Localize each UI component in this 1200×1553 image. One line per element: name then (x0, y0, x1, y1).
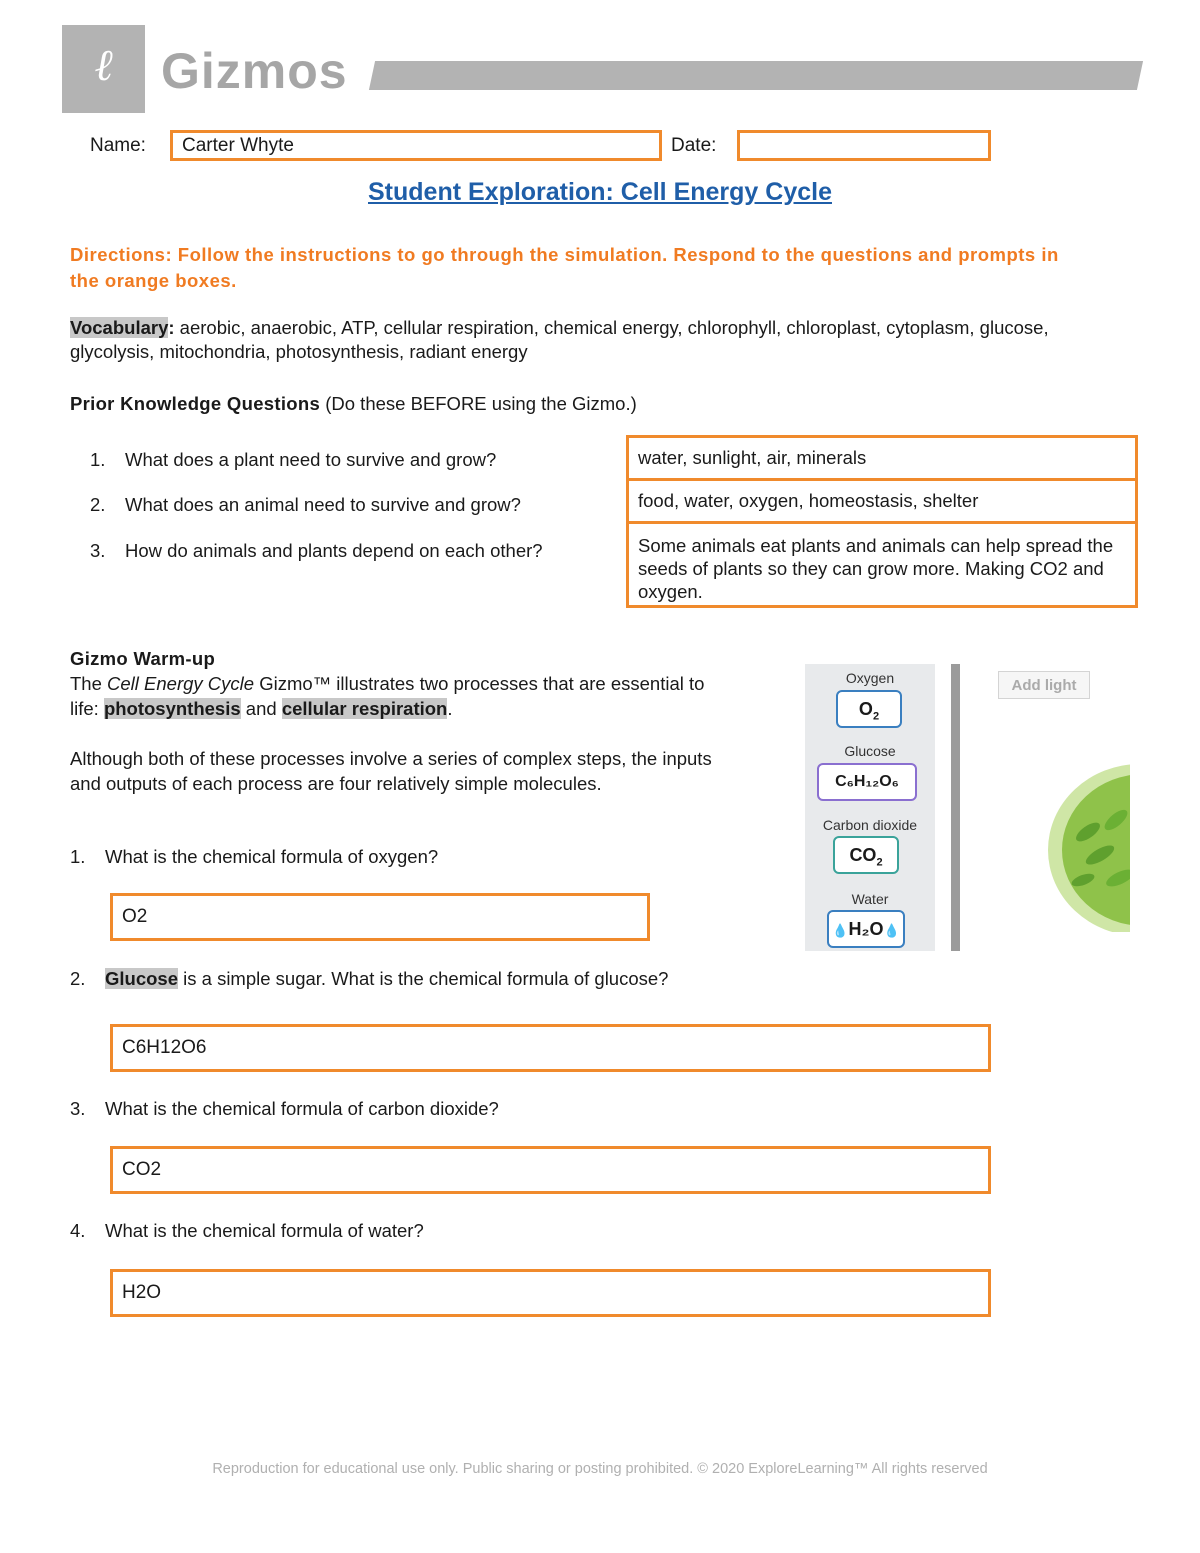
prior-knowledge-heading: Prior Knowledge Questions (70, 393, 321, 414)
page-title: Student Exploration: Cell Energy Cycle (368, 178, 832, 206)
wu-question-2-num: 2. (70, 968, 86, 989)
wu-answer-2[interactable]: C6H12O6 (110, 1024, 991, 1072)
date-label: Date: (671, 135, 717, 156)
vocabulary-terms: aerobic, anaerobic, ATP, cellular respiration, chemical energy, chlorophyll, chloroplast, cytoplasm, glucose, glycolysis, mitochondria, photosynthesis, radiant energy (70, 317, 1049, 362)
water-molecule-tile[interactable] (827, 910, 905, 948)
co2-formula-sub: 2 (876, 856, 883, 869)
molecule-label-glucose: Glucose (844, 743, 896, 759)
term-cellular-respiration: cellular respiration (281, 698, 448, 719)
brand-name: Gizmos (161, 43, 348, 99)
pk-question-2-num: 2. (90, 494, 106, 515)
warmup-p1-end: . (447, 698, 453, 719)
pk-question-3-num: 3. (90, 540, 106, 561)
warmup-p1-and: and (240, 698, 282, 719)
footer-copyright: Reproduction for educational use only. Public sharing or posting prohibited. © 2020 ExploreLearning™ All rights reserved (212, 1461, 988, 1477)
pk-question-2: What does an animal need to survive and grow? (125, 494, 521, 515)
name-field[interactable]: Carter Whyte (170, 130, 662, 161)
wu-question-1: What is the chemical formula of oxygen? (105, 846, 439, 867)
pk-question-3: How do animals and plants depend on each other? (125, 540, 543, 561)
molecule-label-water: Water (851, 891, 889, 907)
date-field[interactable] (737, 130, 991, 161)
warmup-heading: Gizmo Warm-up (70, 648, 216, 669)
water-formula: H₂O (848, 919, 884, 939)
pk-question-1: What does a plant need to survive and grow? (125, 449, 497, 470)
name-label: Name: (90, 135, 146, 156)
vocabulary-block (70, 316, 1080, 364)
wu-question-2-text: is a simple sugar. What is the chemical formula of glucose? (178, 968, 669, 989)
oxygen-formula: O (858, 699, 873, 719)
warmup-p1-text-a: The (70, 673, 108, 694)
oxygen-molecule-tile[interactable] (836, 690, 902, 728)
water-drop-icon-left: 💧 (832, 923, 849, 938)
pk-answer-3[interactable]: Some animals eat plants and animals can help spread the seeds of plants so they can grow more. Making CO2 and oxygen. (628, 523, 1137, 607)
molecule-label-carbon-dioxide: Carbon dioxide (822, 817, 918, 833)
warmup-section (70, 646, 770, 796)
vocabulary-colon: : (168, 317, 175, 338)
wu-question-2 (105, 968, 668, 990)
pk-answer-2[interactable]: food, water, oxygen, homeostasis, shelter (628, 480, 1137, 523)
chloroplast-illustration (1028, 760, 1130, 932)
carbon-dioxide-molecule-tile[interactable] (833, 836, 899, 874)
oxygen-formula-sub: 2 (872, 710, 880, 723)
gizmos-logo-icon: ℓ (94, 40, 113, 91)
term-glucose: Glucose (105, 968, 178, 989)
panel-divider (951, 664, 960, 951)
glucose-molecule-tile[interactable]: C₆H₁₂O₆ (817, 763, 917, 801)
wu-question-1-num: 1. (70, 846, 86, 867)
warmup-paragraph-2: Although both of these processes involve a series of complex steps, the inputs and outputs of each process are four relatively simple molecules. (70, 748, 712, 794)
wu-question-3-num: 3. (70, 1098, 86, 1119)
wu-question-3: What is the chemical formula of carbon dioxide? (105, 1098, 499, 1119)
directions-text: Directions: Follow the instructions to go through the simulation. Respond to the questions and prompts in the orange boxes. (70, 244, 1059, 291)
wu-question-4-num: 4. (70, 1220, 86, 1241)
header-bar (369, 61, 1143, 90)
wu-answer-1[interactable]: O2 (110, 893, 650, 941)
prior-knowledge-answers (626, 435, 1138, 608)
wu-answer-3[interactable]: CO2 (110, 1146, 991, 1194)
wu-answer-4[interactable]: H2O (110, 1269, 991, 1317)
vocabulary-label: Vocabulary (70, 317, 169, 338)
prior-knowledge-note: (Do these BEFORE using the Gizmo.) (320, 393, 637, 414)
prior-knowledge-heading-line (70, 393, 637, 415)
add-light-button[interactable]: Add light (998, 671, 1090, 699)
pk-question-1-num: 1. (90, 449, 106, 470)
term-photosynthesis: photosynthesis (103, 698, 241, 719)
co2-formula: CO (849, 845, 877, 865)
warmup-paragraph-1 (70, 671, 710, 721)
warmup-p1-gizmo-name: Cell Energy Cycle (107, 673, 255, 694)
wu-question-4: What is the chemical formula of water? (105, 1220, 424, 1241)
molecule-label-oxygen: Oxygen (845, 670, 895, 686)
pk-answer-1[interactable]: water, sunlight, air, minerals (628, 437, 1137, 480)
warmup-p1-text-b: Gizmo™ illustrates two processes that are essential to life: (70, 673, 705, 719)
water-drop-icon-right: 💧 (883, 923, 900, 938)
